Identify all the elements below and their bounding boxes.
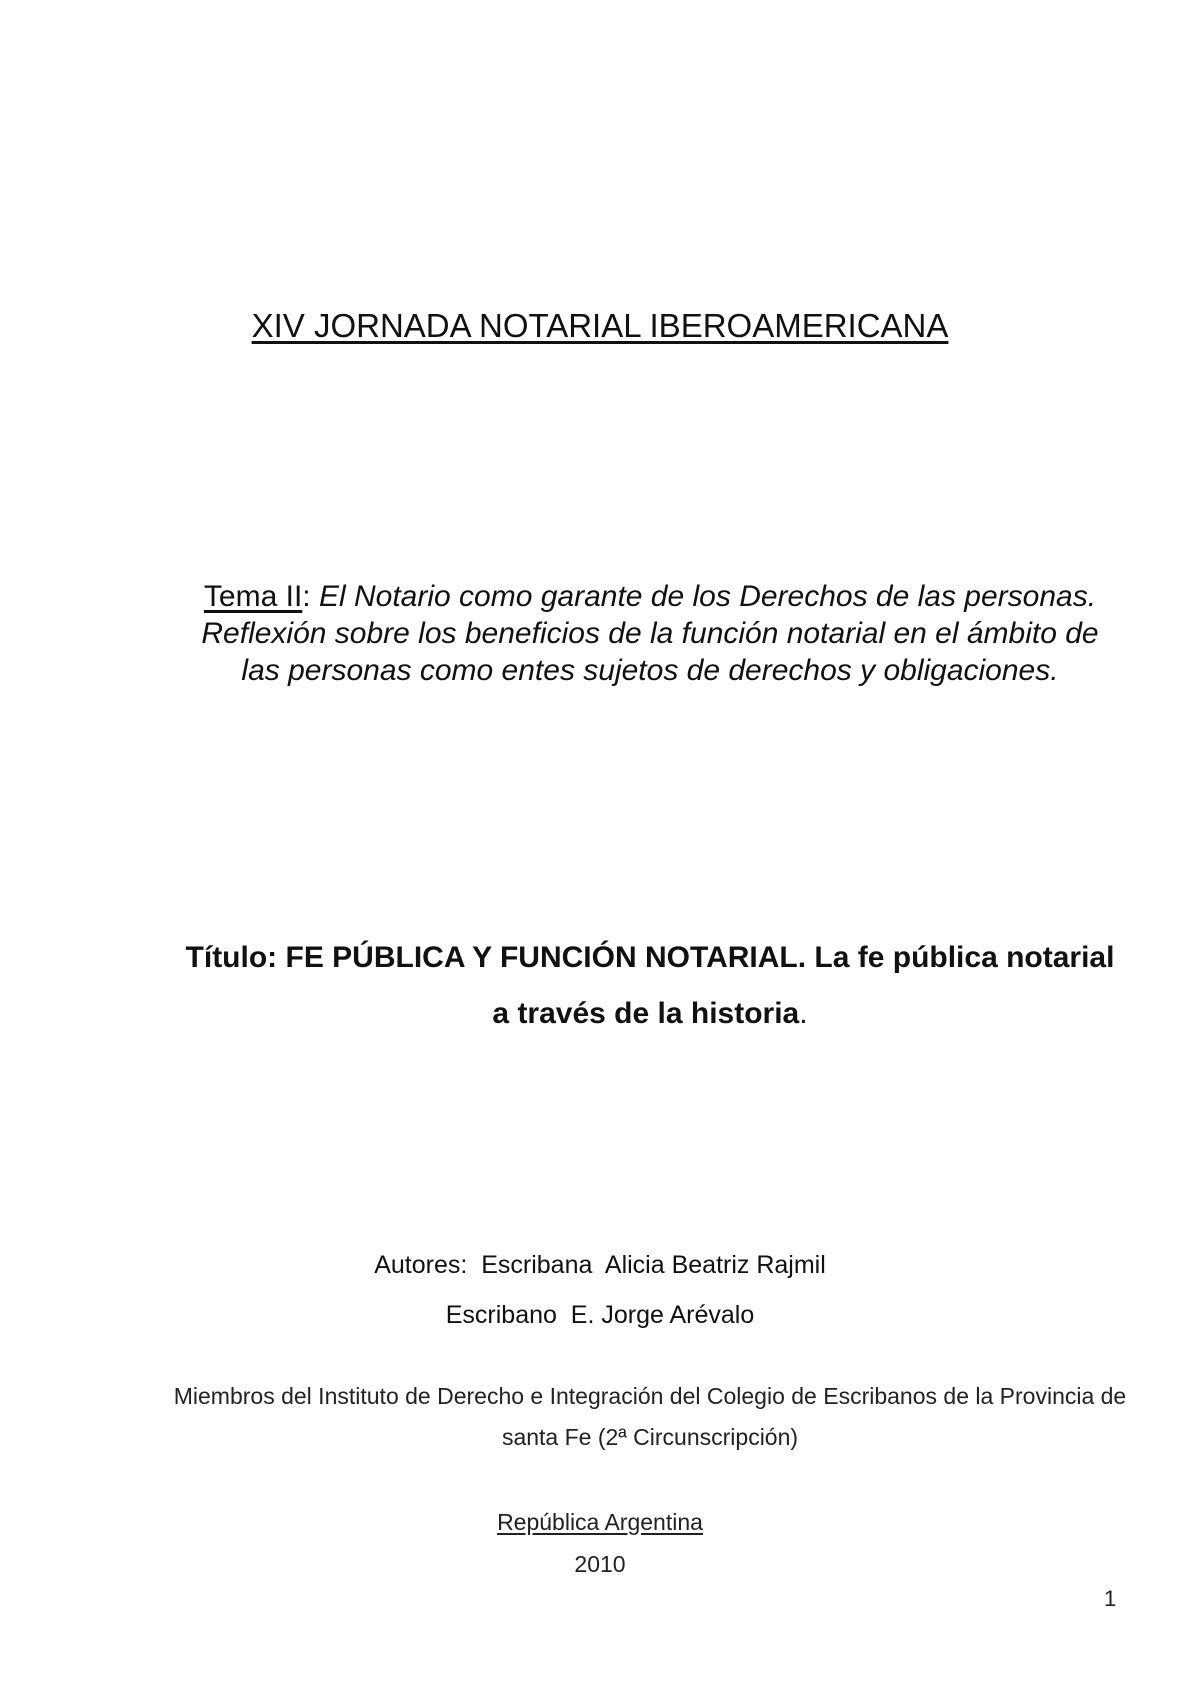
tema-label: Tema II bbox=[203, 580, 303, 613]
authors-block bbox=[0, 1240, 1200, 1340]
tema-text: El Notario como garante de los Derechos de las personas. Reflexión sobre los beneficios de la función notarial en el ámbito de las personas como entes sujetos de derechos y obligaciones. bbox=[201, 580, 1099, 687]
year-text: 2010 bbox=[574, 1551, 626, 1577]
authors-line-1: Autores: Escribana Alicia Beatriz Rajmil bbox=[374, 1251, 826, 1279]
page-number: 1 bbox=[1104, 1586, 1117, 1611]
tema-paragraph bbox=[190, 578, 1110, 689]
members-affiliation: Miembros del Instituto de Derecho e Integración del Colegio de Escribanos de la Provincia de santa Fe (2ª Circunscripción) bbox=[173, 1383, 1127, 1450]
conference-title-text: XIV JORNADA NOTARIAL IBEROAMERICANA bbox=[251, 307, 949, 344]
authors-line-2: Escribano E. Jorge Arévalo bbox=[445, 1301, 755, 1329]
country-text: República Argentina bbox=[497, 1509, 703, 1535]
country-line bbox=[0, 1507, 1200, 1537]
title-text: Título: FE PÚBLICA Y FUNCIÓN NOTARIAL. La fe pública notarial a través de la historia bbox=[185, 941, 1115, 1030]
conference-title bbox=[0, 306, 1200, 346]
title-period: . bbox=[799, 997, 808, 1030]
tema-separator: : bbox=[302, 580, 319, 613]
document-title bbox=[180, 930, 1120, 1042]
